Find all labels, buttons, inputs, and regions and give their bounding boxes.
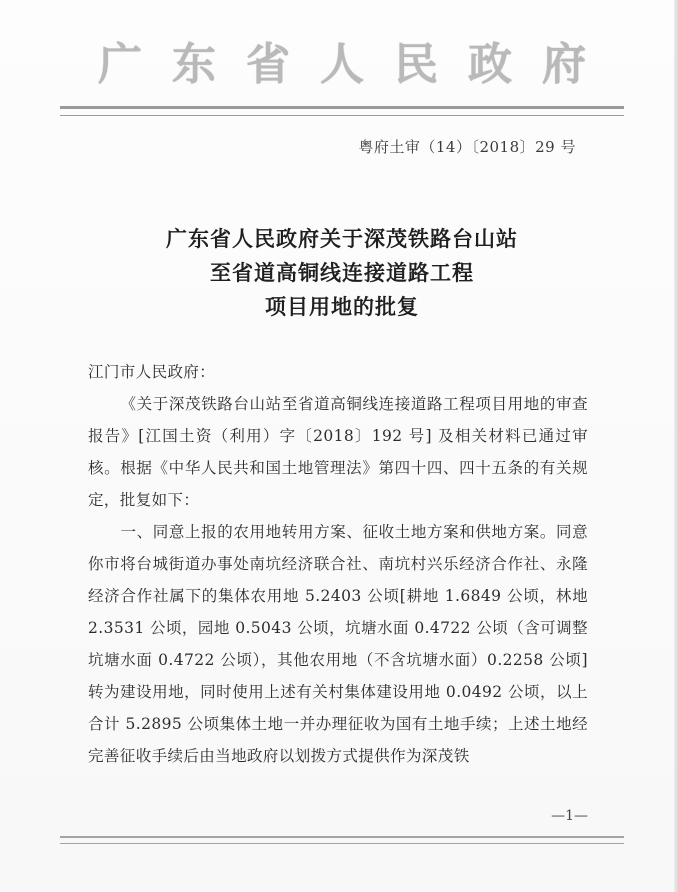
footer-divider [60,836,624,844]
title-line: 至省道高铜线连接道路工程 [210,261,474,285]
masthead-char: 人 [320,39,364,90]
header-divider [60,106,624,116]
document-title [60,222,624,324]
title-line: 项目用地的批复 [265,295,419,319]
document-body [88,356,588,772]
body-paragraph: 《关于深茂铁路台山站至省道高铜线连接道路工程项目用地的审查报告》[江国土资（利用）字〔2018〕192 号] 及相关材料已通过审核。根据《中华人民共和国土地管理法》第四十四、四十五条的有关规定，批复如下： [88,395,588,509]
masthead-char: 政 [468,39,512,90]
masthead-char: 东 [172,39,216,90]
page-number: —1— [551,808,588,824]
scan-edge [674,0,678,892]
issuer-masthead [92,30,592,90]
masthead-char: 省 [246,39,290,90]
body-paragraph: 一、同意上报的农用地转用方案、征收土地方案和供地方案。同意你市将台城街道办事处南坑经济联合社、南坑村兴乐经济合作社、永隆经济合作社属下的集体农用地 5.2403 公顷[耕地 1.6849 公顷，林地 2.3531 公顷，园地 0.5043 公顷，坑塘水面 0.4722 公顷（含可调整坑塘水面 0.4722 公顷），其他农用地（不含坑塘水面）0.2258 公顷]转为建设用地，同时使用上述有关村集体建设用地 0.0492 公顷，以上合计 5.2895 公顷集体土地一并办理征收为国有土地手续；上述土地经完善征收手续后由当地政府以划拨方式提供作为深茂铁 [88,523,588,765]
salutation: 江门市人民政府： [88,363,216,381]
document-number: 粤府土审（14）〔2018〕29 号 [358,138,576,156]
masthead-char: 府 [542,39,586,90]
masthead-char: 民 [394,39,438,90]
masthead-char: 广 [98,39,142,90]
title-line: 广东省人民政府关于深茂铁路台山站 [166,227,518,251]
